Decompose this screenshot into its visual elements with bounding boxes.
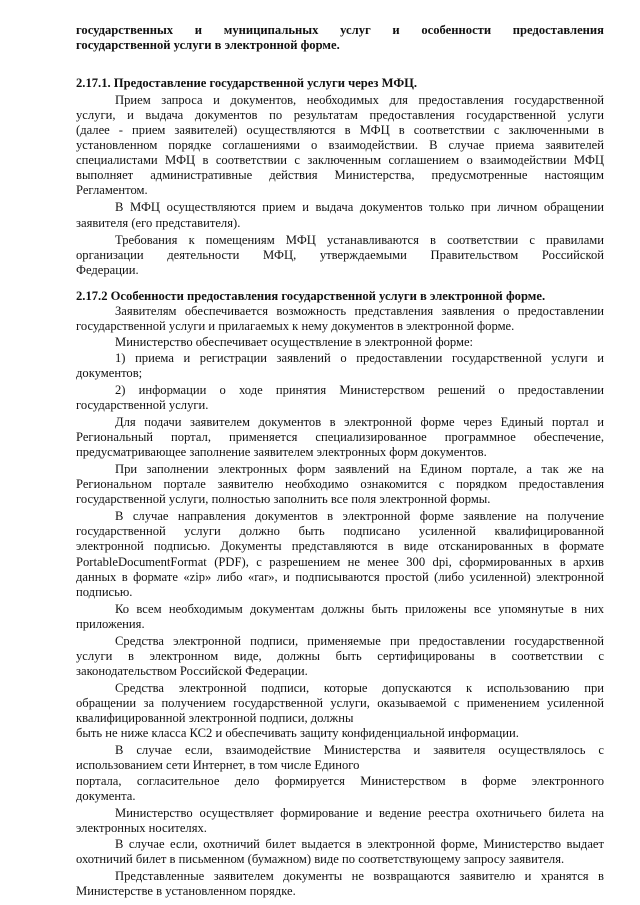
list-item-line: 1) приема и регистрации заявлений о предоставлении государственной услуги и	[115, 350, 604, 365]
paragraph-line: данных в формате «zip» либо «rar», и подписываются простой (либо усиленной) электронной	[76, 569, 604, 584]
list-item-line: документов;	[76, 365, 143, 380]
paragraph-line: Ко всем необходимым документам должны быть приложены все упомянутые в них	[115, 601, 604, 616]
paragraph-line: специалистами МФЦ в соответствии с заключенным соглашением о взаимодействии МФЦ	[76, 153, 604, 168]
paragraph-line: услуги, и выдача документов по результатам предоставления государственной услуги	[76, 107, 604, 122]
paragraph-line: государственной услуги и прилагаемых к нему документов в электронной форме.	[76, 319, 515, 334]
paragraph-line: Министерстве в установленном порядке.	[76, 884, 296, 898]
paragraph-line: документа.	[76, 788, 136, 803]
paragraph-line: квалифицированной электронной подписи, должны	[76, 711, 354, 726]
paragraph-line: обращении за получением государственной услуги, оказываемой с применением усиленной	[76, 696, 604, 711]
paragraph-line: Требования к помещениям МФЦ устанавливаются в соответствии с правилами	[115, 232, 604, 247]
paragraph-line: электронной подписью. Документы представляются в виде отсканированных в формате	[76, 539, 604, 554]
paragraph-line: охотничий билет в письменном (бумажном) виде по соответствующему запросу заявителя.	[76, 851, 565, 866]
paragraph-line: предусматривающее заполнение заявителем электронных форм документов.	[76, 445, 487, 459]
paragraph-line: заявителя (его представителя).	[76, 215, 241, 230]
paragraph-line: законодательством Российской Федерации.	[76, 664, 308, 679]
paragraph-line: использованием сети Интернет, в том числе Единого	[76, 758, 360, 773]
paragraph-line: В случае если, охотничий билет выдается в электронной форме, Министерство выдает	[115, 836, 604, 851]
list-item-line: 2) информации о ходе принятия Министерством решений о предоставлении	[115, 382, 604, 397]
paragraph-line: Региональном портале заявителю необходимо ознакомится с порядком предоставления	[76, 477, 604, 492]
paragraph-line: государственной услуги должно быть подписано усиленной квалифицированной	[76, 524, 604, 539]
paragraph-line: Прием запроса и документов, необходимых для предоставления государственной	[115, 92, 604, 107]
paragraph-line: Министерство осуществляет формирование и ведение реестра охотничьего билета на	[115, 805, 604, 820]
paragraph-line: портала, согласительное дело формируется Министерством в форме электронного	[76, 773, 604, 788]
paragraph-line: Средства электронной подписи, применяемые при предоставлении государственной	[115, 633, 604, 648]
paragraph-line: электронных носителях.	[76, 820, 207, 835]
paragraph-line: В МФЦ осуществляются прием и выдача документов только при личном обращении	[115, 200, 604, 215]
paragraph-line: Представленные заявителем документы не возвращаются заявителю и хранятся в	[115, 868, 604, 883]
paragraph-line: В случае если, взаимодействие Министерства и заявителя осуществлялось с	[115, 743, 604, 758]
paragraph-line: (далее - прием заявителей) осуществляются в МФЦ в соответствии с заключенными в	[76, 123, 604, 138]
paragraph-line: выполняет административные действия Министерства, предусмотренные настоящим	[76, 168, 604, 183]
paragraph-line: государственной услуги, полностью заполнить все поля электронной формы.	[76, 492, 491, 507]
section-heading: государственных и муниципальных услуг и особенности предоставления	[76, 23, 604, 37]
paragraph-line: подписью.	[76, 584, 133, 599]
list-item-line: государственной услуги.	[76, 397, 209, 412]
paragraph-line: Министерство обеспечивает осуществление в электронной форме:	[115, 334, 474, 349]
paragraph-line: При заполнении электронных форм заявлений на Едином портале, а так же на	[115, 461, 604, 476]
paragraph-line: быть не ниже класса КС2 и обеспечивать защиту конфиденциальной информации.	[76, 726, 519, 741]
paragraph-line: В случае направления документов в электронной форме заявление на получение	[115, 509, 604, 524]
paragraph-line: Средства электронной подписи, которые допускаются к использованию при	[115, 681, 604, 696]
subsection-heading-2-17-1: 2.17.1. Предоставление государственной услуги через МФЦ.	[76, 75, 418, 90]
paragraph-line: Региональный портал, применяется специализированное программное обеспечение,	[76, 429, 604, 444]
paragraph-line: приложения.	[76, 616, 145, 631]
paragraph-line: организации деятельности МФЦ, утверждаемыми Правительством Российской	[76, 247, 604, 262]
paragraph-line: установленном порядке соглашениями о взаимодействии. В случае приема заявителей	[76, 138, 604, 153]
paragraph-line: PortableDocumentFormat (PDF), с разрешением не менее 300 dpi, сформированных в архив	[76, 554, 604, 569]
paragraph-line: Для подачи заявителем документов в электронной форме через Единый портал и	[115, 414, 604, 429]
paragraph-line: Федерации.	[76, 262, 139, 277]
paragraph-line: Заявителям обеспечивается возможность представления заявления о предоставлении	[115, 304, 604, 319]
paragraph-line: Регламентом.	[76, 183, 148, 198]
paragraph-line: услуги в электронном виде, должны быть сертифицированы в соответствии с	[76, 648, 604, 663]
section-heading: государственной услуги в электронной форме.	[76, 38, 340, 53]
subsection-heading-2-17-2: 2.17.2 Особенности предоставления государственной услуги в электронной форме.	[76, 289, 546, 304]
